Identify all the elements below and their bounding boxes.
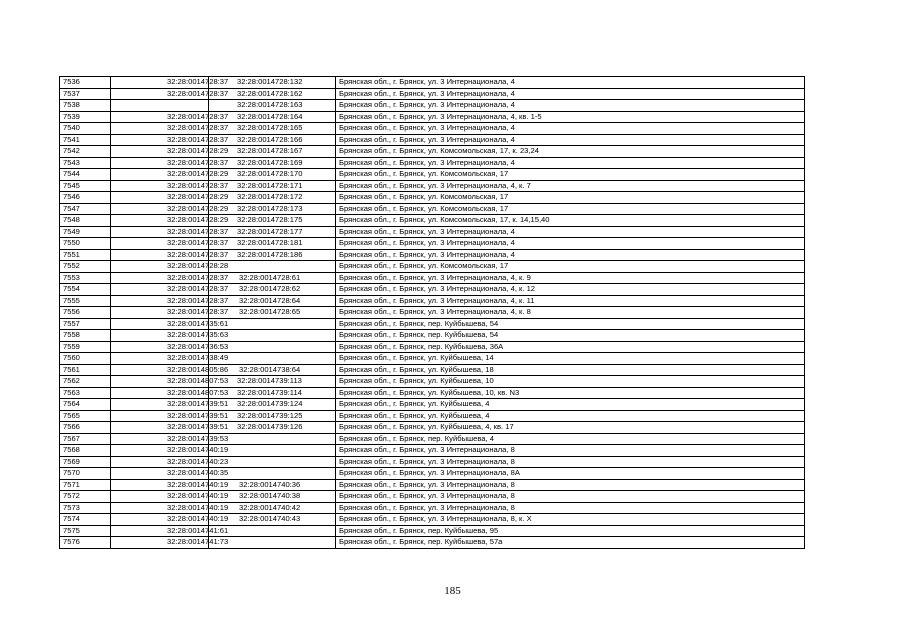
- building-cadastral-number-cell: 32:28:0014728:163: [209, 100, 336, 112]
- parcel-cadastral-number-cell: 32:28:0014728:37: [111, 238, 209, 250]
- table-row: [60, 123, 805, 135]
- property-register-table: [59, 76, 805, 549]
- parcel-cadastral-number-cell: 32:28:0014738:49: [111, 353, 209, 365]
- parcel-cadastral-number-cell: 32:28:0014805:86: [111, 364, 209, 376]
- table-row: [60, 192, 805, 204]
- table-row: [60, 468, 805, 480]
- building-cadastral-number-cell: 32:28:0014728:162: [209, 88, 336, 100]
- building-cadastral-number-cell: 32:28:0014739:124: [209, 399, 336, 411]
- address-cell: Брянская обл., г. Брянск, ул. 3 Интернационала, 8, к. X: [336, 514, 805, 526]
- parcel-cadastral-number-cell: 32:28:0014740:35: [111, 468, 209, 480]
- address-cell: Брянская обл., г. Брянск, ул. Куйбышева, 18: [336, 364, 805, 376]
- address-cell: Брянская обл., г. Брянск, ул. Куйбышева, 4, кв. 17: [336, 422, 805, 434]
- building-cadastral-number-cell: 32:28:0014728:171: [209, 180, 336, 192]
- parcel-cadastral-number-cell: 32:28:0014807:53: [111, 376, 209, 388]
- table-row: [60, 134, 805, 146]
- address-cell: Брянская обл., г. Брянск, ул. 3 Интернационала, 4, к. 7: [336, 180, 805, 192]
- row-number-cell: 7554: [60, 284, 111, 296]
- row-number-cell: 7562: [60, 376, 111, 388]
- address-cell: Брянская обл., г. Брянск, пер. Куйбышева, 57а: [336, 537, 805, 549]
- address-cell: Брянская обл., г. Брянск, ул. 3 Интернационала, 4: [336, 249, 805, 261]
- address-cell: Брянская обл., г. Брянск, ул. 3 Интернационала, 8: [336, 502, 805, 514]
- table-row: [60, 491, 805, 503]
- parcel-cadastral-number-cell: 32:28:0014728:37: [111, 180, 209, 192]
- row-number-cell: 7540: [60, 123, 111, 135]
- building-cadastral-number-cell: 32:28:0014728:175: [209, 215, 336, 227]
- address-cell: Брянская обл., г. Брянск, ул. 3 Интернационала, 8: [336, 479, 805, 491]
- table-row: [60, 226, 805, 238]
- table-row: [60, 318, 805, 330]
- row-number-cell: 7537: [60, 88, 111, 100]
- row-number-cell: 7568: [60, 445, 111, 457]
- parcel-cadastral-number-cell: 32:28:0014735:61: [111, 318, 209, 330]
- row-number-cell: 7560: [60, 353, 111, 365]
- table-row: [60, 77, 805, 89]
- building-cadastral-number-cell: 32:28:0014740:42: [209, 502, 336, 514]
- parcel-cadastral-number-cell: 32:28:0014728:29: [111, 169, 209, 181]
- row-number-cell: 7544: [60, 169, 111, 181]
- parcel-cadastral-number-cell: 32:28:0014735:63: [111, 330, 209, 342]
- building-cadastral-number-cell: 32:28:0014740:43: [209, 514, 336, 526]
- parcel-cadastral-number-cell: 32:28:0014739:51: [111, 410, 209, 422]
- row-number-cell: 7553: [60, 272, 111, 284]
- parcel-cadastral-number-cell: 32:28:0014728:37: [111, 157, 209, 169]
- table-row: [60, 387, 805, 399]
- address-cell: Брянская обл., г. Брянск, ул. Куйбышева, 4: [336, 410, 805, 422]
- address-cell: Брянская обл., г. Брянск, ул. 3 Интернационала, 4, к. 8: [336, 307, 805, 319]
- parcel-cadastral-number-cell: 32:28:0014728:37: [111, 272, 209, 284]
- address-cell: Брянская обл., г. Брянск, ул. 3 Интернационала, 8: [336, 445, 805, 457]
- address-cell: Брянская обл., г. Брянск, ул. 3 Интернационала, 4, к. 12: [336, 284, 805, 296]
- table-row: [60, 330, 805, 342]
- row-number-cell: 7569: [60, 456, 111, 468]
- parcel-cadastral-number-cell: 32:28:0014741:73: [111, 537, 209, 549]
- table-row: [60, 445, 805, 457]
- address-cell: Брянская обл., г. Брянск, пер. Куйбышева, 54: [336, 318, 805, 330]
- row-number-cell: 7572: [60, 491, 111, 503]
- address-cell: Брянская обл., г. Брянск, ул. 3 Интернационала, 4: [336, 157, 805, 169]
- address-cell: Брянская обл., г. Брянск, пер. Куйбышева, 4: [336, 433, 805, 445]
- row-number-cell: 7557: [60, 318, 111, 330]
- building-cadastral-number-cell: 32:28:0014728:132: [209, 77, 336, 89]
- building-cadastral-number-cell: 32:28:0014738:64: [209, 364, 336, 376]
- parcel-cadastral-number-cell: 32:28:0014728:28: [111, 261, 209, 273]
- parcel-cadastral-number-cell: 32:28:0014728:37: [111, 111, 209, 123]
- row-number-cell: 7546: [60, 192, 111, 204]
- parcel-cadastral-number-cell: 32:28:0014736:53: [111, 341, 209, 353]
- row-number-cell: 7561: [60, 364, 111, 376]
- table-row: [60, 249, 805, 261]
- parcel-cadastral-number-cell: 32:28:0014739:51: [111, 422, 209, 434]
- parcel-cadastral-number-cell: 32:28:0014728:37: [111, 134, 209, 146]
- address-cell: Брянская обл., г. Брянск, ул. 3 Интернационала, 4: [336, 88, 805, 100]
- row-number-cell: 7539: [60, 111, 111, 123]
- parcel-cadastral-number-cell: 32:28:0014739:51: [111, 399, 209, 411]
- row-number-cell: 7545: [60, 180, 111, 192]
- parcel-cadastral-number-cell: 32:28:0014728:29: [111, 146, 209, 158]
- building-cadastral-number-cell: 32:28:0014739:125: [209, 410, 336, 422]
- row-number-cell: 7563: [60, 387, 111, 399]
- address-cell: Брянская обл., г. Брянск, ул. Комсомольская, 17, к. 14,15,40: [336, 215, 805, 227]
- address-cell: Брянская обл., г. Брянск, ул. Комсомольская, 17: [336, 203, 805, 215]
- address-cell: Брянская обл., г. Брянск, ул. 3 Интернационала, 4: [336, 226, 805, 238]
- row-number-cell: 7576: [60, 537, 111, 549]
- row-number-cell: 7551: [60, 249, 111, 261]
- parcel-cadastral-number-cell: 32:28:0014728:37: [111, 284, 209, 296]
- row-number-cell: 7571: [60, 479, 111, 491]
- row-number-cell: 7547: [60, 203, 111, 215]
- table-row: [60, 203, 805, 215]
- parcel-cadastral-number-cell: 32:28:0014740:19: [111, 514, 209, 526]
- address-cell: Брянская обл., г. Брянск, ул. 3 Интернационала, 8: [336, 491, 805, 503]
- address-cell: Брянская обл., г. Брянск, ул. 3 Интернационала, 8А: [336, 468, 805, 480]
- address-cell: Брянская обл., г. Брянск, ул. 3 Интернационала, 4: [336, 77, 805, 89]
- table-row: [60, 364, 805, 376]
- row-number-cell: 7538: [60, 100, 111, 112]
- table-row: [60, 295, 805, 307]
- building-cadastral-number-cell: 32:28:0014728:164: [209, 111, 336, 123]
- row-number-cell: 7574: [60, 514, 111, 526]
- parcel-cadastral-number-cell: 32:28:0014728:29: [111, 203, 209, 215]
- table-row: [60, 525, 805, 537]
- parcel-cadastral-number-cell: [111, 100, 209, 112]
- address-cell: Брянская обл., г. Брянск, ул. Комсомольская, 17: [336, 261, 805, 273]
- address-cell: Брянская обл., г. Брянск, ул. Куйбышева, 14: [336, 353, 805, 365]
- table-row: [60, 399, 805, 411]
- table-row: [60, 353, 805, 365]
- address-cell: Брянская обл., г. Брянск, пер. Куйбышева, 36А: [336, 341, 805, 353]
- row-number-cell: 7543: [60, 157, 111, 169]
- table-row: [60, 422, 805, 434]
- parcel-cadastral-number-cell: 32:28:0014728:37: [111, 249, 209, 261]
- table-row: [60, 456, 805, 468]
- parcel-cadastral-number-cell: 32:28:0014728:37: [111, 307, 209, 319]
- table-row: [60, 284, 805, 296]
- row-number-cell: 7536: [60, 77, 111, 89]
- parcel-cadastral-number-cell: 32:28:0014728:29: [111, 192, 209, 204]
- page-number: 185: [444, 585, 461, 597]
- parcel-cadastral-number-cell: 32:28:0014728:37: [111, 77, 209, 89]
- building-cadastral-number-cell: 32:28:0014728:64: [209, 295, 336, 307]
- building-cadastral-number-cell: 32:28:0014728:65: [209, 307, 336, 319]
- address-cell: Брянская обл., г. Брянск, ул. 3 Интернационала, 4: [336, 134, 805, 146]
- parcel-cadastral-number-cell: 32:28:0014739:53: [111, 433, 209, 445]
- address-cell: Брянская обл., г. Брянск, пер. Куйбышева, 95: [336, 525, 805, 537]
- building-cadastral-number-cell: 32:28:0014740:36: [209, 479, 336, 491]
- building-cadastral-number-cell: 32:28:0014728:172: [209, 192, 336, 204]
- building-cadastral-number-cell: 32:28:0014728:170: [209, 169, 336, 181]
- row-number-cell: 7573: [60, 502, 111, 514]
- row-number-cell: 7570: [60, 468, 111, 480]
- table-body: [60, 77, 805, 549]
- parcel-cadastral-number-cell: 32:28:0014741:61: [111, 525, 209, 537]
- row-number-cell: 7541: [60, 134, 111, 146]
- address-cell: Брянская обл., г. Брянск, ул. 3 Интернационала, 4, к. 11: [336, 295, 805, 307]
- building-cadastral-number-cell: 32:28:0014728:166: [209, 134, 336, 146]
- table-row: [60, 157, 805, 169]
- building-cadastral-number-cell: 32:28:0014728:165: [209, 123, 336, 135]
- table-row: [60, 341, 805, 353]
- row-number-cell: 7567: [60, 433, 111, 445]
- building-cadastral-number-cell: 32:28:0014739:114: [209, 387, 336, 399]
- table-row: [60, 169, 805, 181]
- parcel-cadastral-number-cell: 32:28:0014728:29: [111, 215, 209, 227]
- parcel-cadastral-number-cell: 32:28:0014740:19: [111, 479, 209, 491]
- parcel-cadastral-number-cell: 32:28:0014728:37: [111, 295, 209, 307]
- row-number-cell: 7575: [60, 525, 111, 537]
- address-cell: Брянская обл., г. Брянск, ул. Комсомольская, 17: [336, 169, 805, 181]
- row-number-cell: 7549: [60, 226, 111, 238]
- address-cell: Брянская обл., г. Брянск, ул. 3 Интернационала, 4: [336, 100, 805, 112]
- address-cell: Брянская обл., г. Брянск, пер. Куйбышева, 54: [336, 330, 805, 342]
- table-row: [60, 88, 805, 100]
- row-number-cell: 7548: [60, 215, 111, 227]
- address-cell: Брянская обл., г. Брянск, ул. Комсомольская, 17: [336, 192, 805, 204]
- address-cell: Брянская обл., г. Брянск, ул. 3 Интернационала, 4, кв. 1-5: [336, 111, 805, 123]
- parcel-cadastral-number-cell: 32:28:0014740:19: [111, 491, 209, 503]
- table-row: [60, 307, 805, 319]
- row-number-cell: 7559: [60, 341, 111, 353]
- table-row: [60, 376, 805, 388]
- table-row: [60, 272, 805, 284]
- parcel-cadastral-number-cell: 32:28:0014728:37: [111, 123, 209, 135]
- table-row: [60, 111, 805, 123]
- building-cadastral-number-cell: 32:28:0014739:126: [209, 422, 336, 434]
- row-number-cell: 7552: [60, 261, 111, 273]
- table-row: [60, 146, 805, 158]
- building-cadastral-number-cell: 32:28:0014739:113: [209, 376, 336, 388]
- row-number-cell: 7558: [60, 330, 111, 342]
- building-cadastral-number-cell: 32:28:0014728:169: [209, 157, 336, 169]
- table-row: [60, 215, 805, 227]
- building-cadastral-number-cell: 32:28:0014728:177: [209, 226, 336, 238]
- row-number-cell: 7565: [60, 410, 111, 422]
- building-cadastral-number-cell: 32:28:0014728:181: [209, 238, 336, 250]
- row-number-cell: 7555: [60, 295, 111, 307]
- address-cell: Брянская обл., г. Брянск, ул. 3 Интернационала, 4: [336, 238, 805, 250]
- table-row: [60, 479, 805, 491]
- building-cadastral-number-cell: 32:28:0014740:38: [209, 491, 336, 503]
- table-row: [60, 180, 805, 192]
- table-row: [60, 514, 805, 526]
- address-cell: Брянская обл., г. Брянск, ул. Куйбышева, 10: [336, 376, 805, 388]
- address-cell: Брянская обл., г. Брянск, ул. Куйбышева, 10, кв. N3: [336, 387, 805, 399]
- table-row: [60, 502, 805, 514]
- table-row: [60, 261, 805, 273]
- building-cadastral-number-cell: 32:28:0014728:186: [209, 249, 336, 261]
- parcel-cadastral-number-cell: 32:28:0014728:37: [111, 88, 209, 100]
- parcel-cadastral-number-cell: 32:28:0014807:53: [111, 387, 209, 399]
- address-cell: Брянская обл., г. Брянск, ул. 3 Интернационала, 4: [336, 123, 805, 135]
- parcel-cadastral-number-cell: 32:28:0014740:19: [111, 445, 209, 457]
- parcel-cadastral-number-cell: 32:28:0014740:23: [111, 456, 209, 468]
- row-number-cell: 7564: [60, 399, 111, 411]
- address-cell: Брянская обл., г. Брянск, ул. 3 Интернационала, 4, к. 9: [336, 272, 805, 284]
- address-cell: Брянская обл., г. Брянск, ул. 3 Интернационала, 8: [336, 456, 805, 468]
- table-row: [60, 410, 805, 422]
- building-cadastral-number-cell: 32:28:0014728:61: [209, 272, 336, 284]
- address-cell: Брянская обл., г. Брянск, ул. Куйбышева, 4: [336, 399, 805, 411]
- parcel-cadastral-number-cell: 32:28:0014728:37: [111, 226, 209, 238]
- address-cell: Брянская обл., г. Брянск, ул. Комсомольская, 17, к. 23,24: [336, 146, 805, 158]
- building-cadastral-number-cell: 32:28:0014728:173: [209, 203, 336, 215]
- building-cadastral-number-cell: 32:28:0014728:167: [209, 146, 336, 158]
- row-number-cell: 7542: [60, 146, 111, 158]
- table-row: [60, 433, 805, 445]
- parcel-cadastral-number-cell: 32:28:0014740:19: [111, 502, 209, 514]
- table-row: [60, 537, 805, 549]
- table-row: [60, 100, 805, 112]
- table-row: [60, 238, 805, 250]
- row-number-cell: 7566: [60, 422, 111, 434]
- row-number-cell: 7550: [60, 238, 111, 250]
- row-number-cell: 7556: [60, 307, 111, 319]
- building-cadastral-number-cell: 32:28:0014728:62: [209, 284, 336, 296]
